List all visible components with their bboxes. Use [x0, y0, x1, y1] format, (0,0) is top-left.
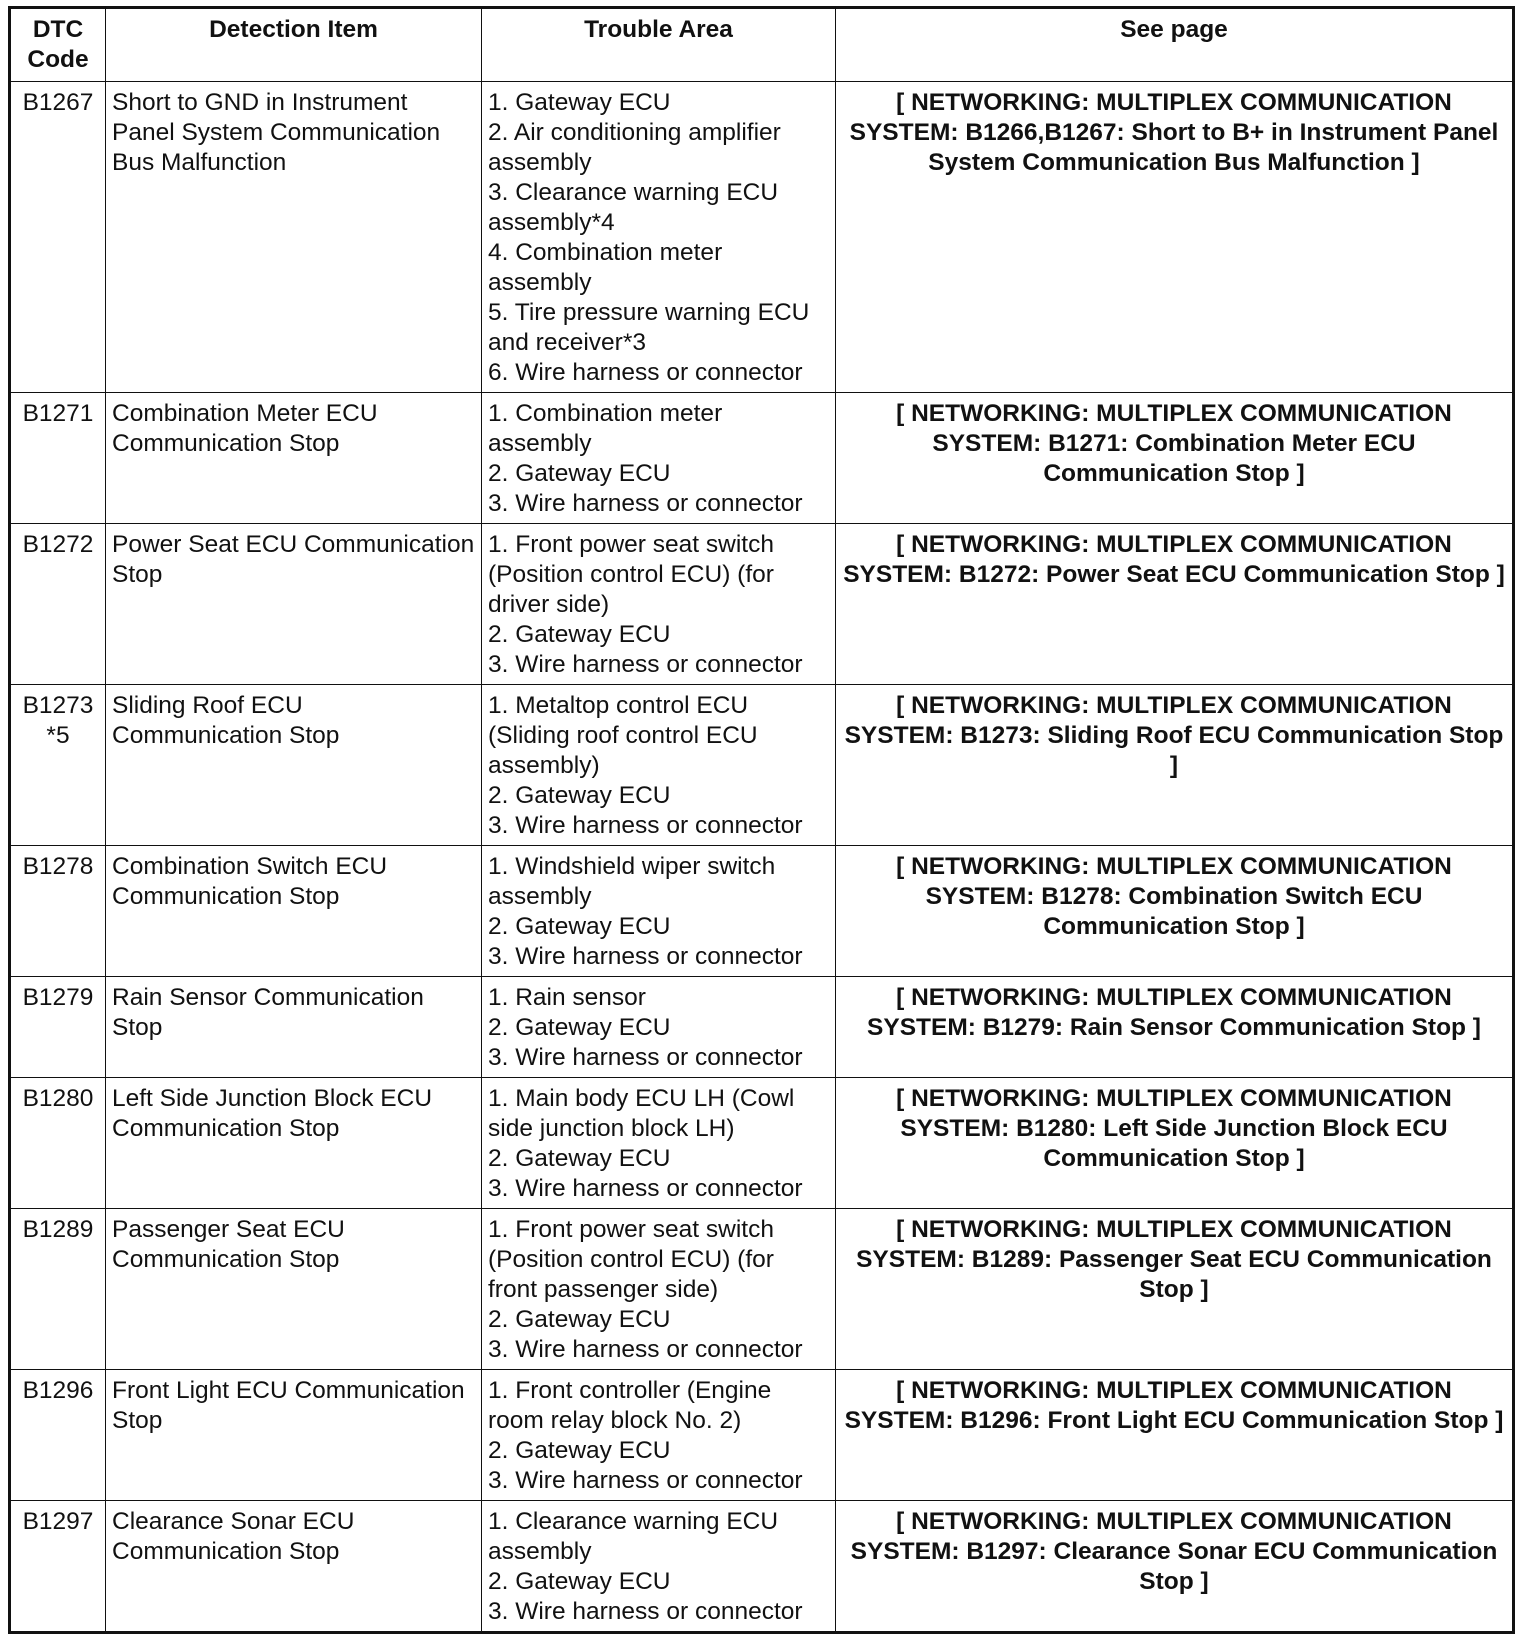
table-row: [10, 1078, 1514, 1209]
dtc-code-cell: [10, 1501, 106, 1633]
trouble-area-item: 1. Front controller (Engine room relay block No. 2): [488, 1377, 772, 1434]
trouble-area-cell: [482, 846, 836, 977]
table-row: [10, 524, 1514, 685]
trouble-area-item: 6. Wire harness or connector: [488, 359, 803, 386]
detection-item-cell: Clearance Sonar ECU Communication Stop: [106, 1501, 482, 1633]
dtc-code-cell: [10, 1078, 106, 1209]
trouble-area-item: 2. Gateway ECU: [488, 1145, 671, 1172]
trouble-area-cell: [482, 685, 836, 846]
trouble-area-item: 1. Metaltop control ECU (Sliding roof control ECU assembly): [488, 692, 758, 779]
detection-item-cell: Combination Meter ECU Communication Stop: [106, 393, 482, 524]
see-page-reference: [ NETWORKING: MULTIPLEX COMMUNICATION SYSTEM: B1271: Combination Meter ECU Communication Stop ]: [836, 393, 1514, 524]
trouble-area-item: 1. Windshield wiper switch assembly: [488, 853, 776, 910]
trouble-area-cell: [482, 1209, 836, 1370]
detection-item-cell: Short to GND in Instrument Panel System Communication Bus Malfunction: [106, 82, 482, 393]
trouble-area-cell: [482, 1501, 836, 1633]
trouble-area-item: 3. Wire harness or connector: [488, 812, 803, 839]
trouble-area-item: 3. Wire harness or connector: [488, 943, 803, 970]
see-page-reference: [ NETWORKING: MULTIPLEX COMMUNICATION SYSTEM: B1273: Sliding Roof ECU Communication Stop ]: [836, 685, 1514, 846]
see-page-reference: [ NETWORKING: MULTIPLEX COMMUNICATION SYSTEM: B1272: Power Seat ECU Communication Stop ]: [836, 524, 1514, 685]
trouble-area-item: 1. Gateway ECU: [488, 89, 671, 116]
table-header: [10, 8, 1514, 82]
dtc-code: B1273: [22, 692, 94, 719]
see-page-reference: [ NETWORKING: MULTIPLEX COMMUNICATION SYSTEM: B1296: Front Light ECU Communication Stop ]: [836, 1370, 1514, 1501]
dtc-code-cell: [10, 685, 106, 846]
trouble-area-item: 2. Air conditioning amplifier assembly: [488, 119, 781, 176]
dtc-code-cell: [10, 393, 106, 524]
dtc-code-cell: [10, 846, 106, 977]
dtc-code-cell: [10, 82, 106, 393]
see-page-reference: [ NETWORKING: MULTIPLEX COMMUNICATION SYSTEM: B1289: Passenger Seat ECU Communication Stop ]: [836, 1209, 1514, 1370]
dtc-code: B1279: [22, 984, 94, 1011]
trouble-area-item: 3. Wire harness or connector: [488, 490, 803, 517]
see-page-reference: [ NETWORKING: MULTIPLEX COMMUNICATION SYSTEM: B1297: Clearance Sonar ECU Communication Stop ]: [836, 1501, 1514, 1633]
trouble-area-item: 1. Front power seat switch (Position control ECU) (for driver side): [488, 531, 774, 618]
trouble-area-cell: [482, 524, 836, 685]
detection-item-cell: Sliding Roof ECU Communication Stop: [106, 685, 482, 846]
header-see-page: See page: [836, 8, 1514, 82]
trouble-area-cell: [482, 1370, 836, 1501]
dtc-code: B1271: [22, 400, 94, 427]
trouble-area-item: 1. Front power seat switch (Position control ECU) (for front passenger side): [488, 1216, 774, 1303]
trouble-area-item: 1. Combination meter assembly: [488, 400, 723, 457]
table-row: [10, 1370, 1514, 1501]
trouble-area-cell: [482, 393, 836, 524]
table-row: [10, 977, 1514, 1078]
table-body: [10, 82, 1514, 1633]
detection-item-cell: Rain Sensor Communication Stop: [106, 977, 482, 1078]
detection-item-cell: Combination Switch ECU Communication Stop: [106, 846, 482, 977]
dtc-code-note: *5: [46, 722, 70, 749]
dtc-code: B1272: [22, 531, 94, 558]
trouble-area-item: 3. Wire harness or connector: [488, 1467, 803, 1494]
trouble-area-item: 3. Wire harness or connector: [488, 1598, 803, 1625]
table-row: [10, 1209, 1514, 1370]
trouble-area-item: 2. Gateway ECU: [488, 1306, 671, 1333]
trouble-area-item: 3. Wire harness or connector: [488, 1044, 803, 1071]
header-dtc-code-line1: DTC: [32, 16, 84, 43]
trouble-area-item: 1. Rain sensor: [488, 984, 646, 1011]
table-row: [10, 393, 1514, 524]
dtc-code-cell: [10, 977, 106, 1078]
trouble-area-item: 2. Gateway ECU: [488, 1437, 671, 1464]
detection-item-cell: Power Seat ECU Communication Stop: [106, 524, 482, 685]
dtc-code: B1297: [22, 1508, 94, 1535]
dtc-code: B1280: [22, 1085, 94, 1112]
trouble-area-item: 2. Gateway ECU: [488, 460, 671, 487]
trouble-area-item: 3. Wire harness or connector: [488, 1175, 803, 1202]
header-detection-item: Detection Item: [106, 8, 482, 82]
detection-item-cell: Front Light ECU Communication Stop: [106, 1370, 482, 1501]
dtc-code-cell: [10, 524, 106, 685]
dtc-table: [8, 6, 1515, 1634]
table-row: [10, 1501, 1514, 1633]
table-row: [10, 685, 1514, 846]
trouble-area-item: 1. Clearance warning ECU assembly: [488, 1508, 779, 1565]
table-row: [10, 846, 1514, 977]
trouble-area-cell: [482, 1078, 836, 1209]
header-row: [10, 8, 1514, 82]
header-dtc-code-line2: Code: [27, 46, 89, 73]
header-dtc-code: [10, 8, 106, 82]
detection-item-cell: Passenger Seat ECU Communication Stop: [106, 1209, 482, 1370]
trouble-area-cell: [482, 977, 836, 1078]
see-page-reference: [ NETWORKING: MULTIPLEX COMMUNICATION SYSTEM: B1278: Combination Switch ECU Communication Stop ]: [836, 846, 1514, 977]
trouble-area-item: 3. Wire harness or connector: [488, 1336, 803, 1363]
dtc-code: B1267: [22, 89, 94, 116]
trouble-area-item: 2. Gateway ECU: [488, 1014, 671, 1041]
trouble-area-item: 2. Gateway ECU: [488, 913, 671, 940]
trouble-area-item: 2. Gateway ECU: [488, 1568, 671, 1595]
trouble-area-item: 2. Gateway ECU: [488, 621, 671, 648]
trouble-area-item: 3. Clearance warning ECU assembly*4: [488, 179, 779, 236]
trouble-area-item: 2. Gateway ECU: [488, 782, 671, 809]
trouble-area-item: 1. Main body ECU LH (Cowl side junction block LH): [488, 1085, 795, 1142]
dtc-code-cell: [10, 1370, 106, 1501]
trouble-area-item: 4. Combination meter assembly: [488, 239, 723, 296]
trouble-area-item: 3. Wire harness or connector: [488, 651, 803, 678]
trouble-area-cell: [482, 82, 836, 393]
table-row: [10, 82, 1514, 393]
see-page-reference: [ NETWORKING: MULTIPLEX COMMUNICATION SYSTEM: B1279: Rain Sensor Communication Stop ]: [836, 977, 1514, 1078]
see-page-reference: [ NETWORKING: MULTIPLEX COMMUNICATION SYSTEM: B1266,B1267: Short to B+ in Instrument Panel System Communication Bus Malfunction ]: [836, 82, 1514, 393]
dtc-code: B1278: [22, 853, 94, 880]
header-trouble-area: Trouble Area: [482, 8, 836, 82]
dtc-code-cell: [10, 1209, 106, 1370]
trouble-area-item: 5. Tire pressure warning ECU and receiver*3: [488, 299, 810, 356]
dtc-code: B1296: [22, 1377, 94, 1404]
detection-item-cell: Left Side Junction Block ECU Communication Stop: [106, 1078, 482, 1209]
dtc-code: B1289: [22, 1216, 94, 1243]
see-page-reference: [ NETWORKING: MULTIPLEX COMMUNICATION SYSTEM: B1280: Left Side Junction Block ECU Communication Stop ]: [836, 1078, 1514, 1209]
